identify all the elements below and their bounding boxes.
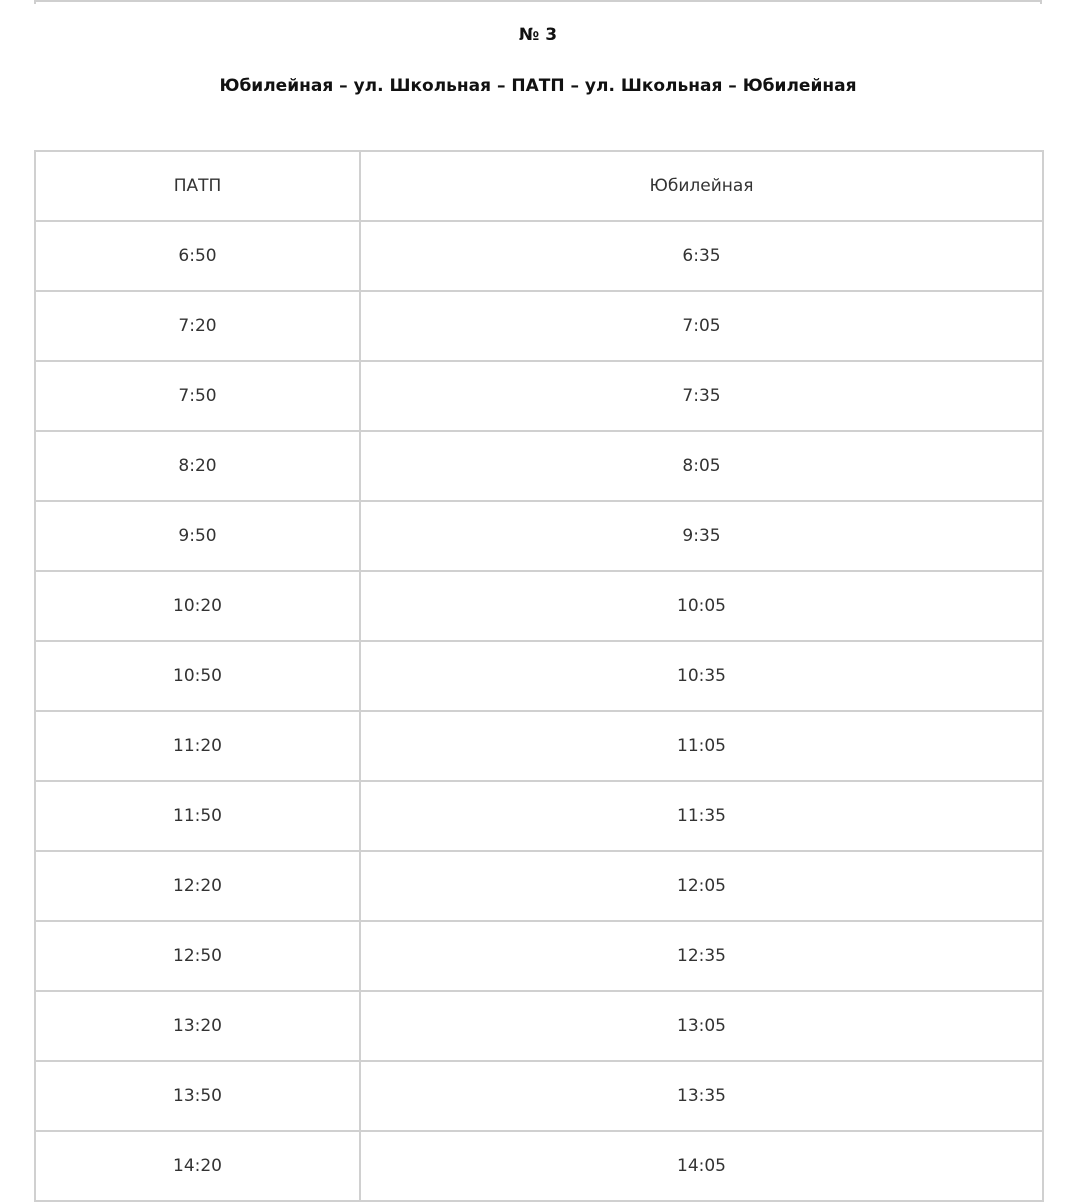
table-row [35, 361, 1043, 431]
time-cell-yubileynaya: 7:05 [360, 291, 1043, 361]
time-cell-patp: 13:50 [35, 1061, 360, 1131]
top-divider [34, 0, 1042, 2]
table-row [35, 641, 1043, 711]
route-number: № 3 [518, 25, 558, 45]
time-cell-yubileynaya: 12:05 [360, 851, 1043, 921]
time-cell-yubileynaya: 10:05 [360, 571, 1043, 641]
table-row [35, 431, 1043, 501]
time-cell-yubileynaya: 13:35 [360, 1061, 1043, 1131]
table-row [35, 1131, 1043, 1201]
header-cell-patp: ПАТП [35, 151, 360, 221]
time-cell-yubileynaya: 11:05 [360, 711, 1043, 781]
time-cell-yubileynaya: 14:05 [360, 1131, 1043, 1201]
table-row [35, 291, 1043, 361]
time-cell-yubileynaya: 11:35 [360, 781, 1043, 851]
table-row [35, 851, 1043, 921]
time-cell-yubileynaya: 6:35 [360, 221, 1043, 291]
time-cell-patp: 9:50 [35, 501, 360, 571]
top-divider-right-edge [1040, 0, 1042, 4]
time-cell-patp: 13:20 [35, 991, 360, 1061]
time-cell-patp: 10:20 [35, 571, 360, 641]
table-row [35, 711, 1043, 781]
time-cell-patp: 10:50 [35, 641, 360, 711]
time-cell-patp: 7:50 [35, 361, 360, 431]
time-cell-patp: 12:20 [35, 851, 360, 921]
top-divider-left-edge [34, 0, 36, 4]
table-row [35, 501, 1043, 571]
time-cell-patp: 11:20 [35, 711, 360, 781]
table-row [35, 571, 1043, 641]
time-cell-yubileynaya: 7:35 [360, 361, 1043, 431]
table-row [35, 991, 1043, 1061]
time-cell-yubileynaya: 10:35 [360, 641, 1043, 711]
time-cell-patp: 11:50 [35, 781, 360, 851]
time-cell-patp: 14:20 [35, 1131, 360, 1201]
time-cell-yubileynaya: 12:35 [360, 921, 1043, 991]
table-row [35, 221, 1043, 291]
route-title: Юбилейная – ул. Школьная – ПАТП – ул. Школьная – Юбилейная [219, 76, 857, 96]
time-cell-yubileynaya: 8:05 [360, 431, 1043, 501]
header-cell-yubileynaya: Юбилейная [360, 151, 1043, 221]
time-cell-yubileynaya: 9:35 [360, 501, 1043, 571]
time-cell-patp: 12:50 [35, 921, 360, 991]
table-row [35, 921, 1043, 991]
time-cell-patp: 6:50 [35, 221, 360, 291]
time-cell-patp: 8:20 [35, 431, 360, 501]
table-header-row [35, 151, 1043, 221]
table-row [35, 781, 1043, 851]
schedule-table [34, 150, 1044, 1202]
time-cell-patp: 7:20 [35, 291, 360, 361]
time-cell-yubileynaya: 13:05 [360, 991, 1043, 1061]
table-row [35, 1061, 1043, 1131]
